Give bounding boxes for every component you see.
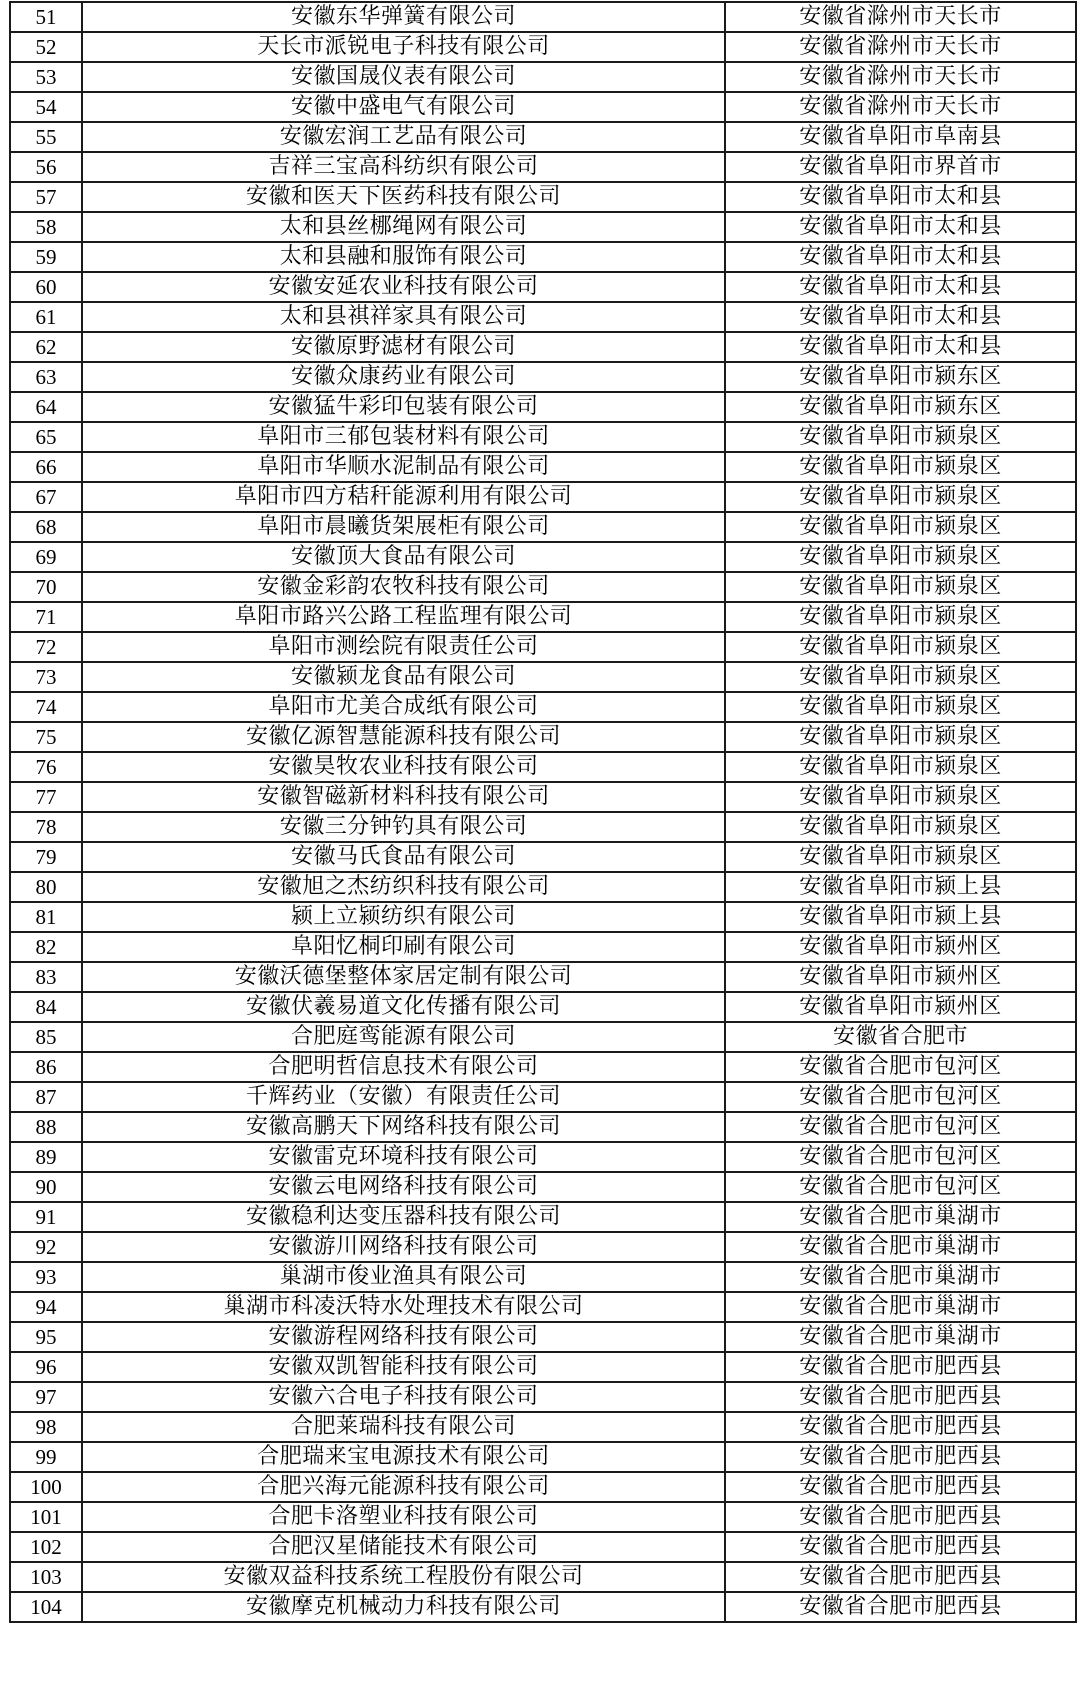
row-number-cell: 102 (10, 1532, 82, 1562)
table-row (10, 2, 1076, 32)
table-row (10, 182, 1076, 212)
table-row (10, 992, 1076, 1022)
location-cell: 安徽省阜阳市太和县 (725, 242, 1076, 272)
location-cell: 安徽省合肥市巢湖市 (725, 1262, 1076, 1292)
company-name-cell: 安徽三分钟钓具有限公司 (82, 812, 725, 842)
row-number-cell: 56 (10, 152, 82, 182)
row-number-cell: 94 (10, 1292, 82, 1322)
company-name-cell: 合肥瑞来宝电源技术有限公司 (82, 1442, 725, 1472)
row-number-cell: 76 (10, 752, 82, 782)
location-cell: 安徽省阜阳市太和县 (725, 212, 1076, 242)
row-number-cell: 75 (10, 722, 82, 752)
row-number-cell: 58 (10, 212, 82, 242)
table-row (10, 1022, 1076, 1052)
row-number-cell: 99 (10, 1442, 82, 1472)
location-cell: 安徽省阜阳市颍上县 (725, 872, 1076, 902)
location-cell: 安徽省阜阳市颍泉区 (725, 782, 1076, 812)
table-row (10, 722, 1076, 752)
company-name-cell: 太和县融和服饰有限公司 (82, 242, 725, 272)
company-name-cell: 安徽稳利达变压器科技有限公司 (82, 1202, 725, 1232)
location-cell: 安徽省阜阳市颍泉区 (725, 842, 1076, 872)
row-number-cell: 52 (10, 32, 82, 62)
table-row (10, 782, 1076, 812)
row-number-cell: 81 (10, 902, 82, 932)
table-row (10, 1352, 1076, 1382)
company-name-cell: 安徽雷克环境科技有限公司 (82, 1142, 725, 1172)
company-name-cell: 安徽六合电子科技有限公司 (82, 1382, 725, 1412)
company-name-cell: 安徽猛牛彩印包装有限公司 (82, 392, 725, 422)
row-number-cell: 92 (10, 1232, 82, 1262)
location-cell: 安徽省合肥市肥西县 (725, 1412, 1076, 1442)
location-cell: 安徽省阜阳市颍泉区 (725, 452, 1076, 482)
row-number-cell: 54 (10, 92, 82, 122)
location-cell: 安徽省阜阳市颍上县 (725, 902, 1076, 932)
company-name-cell: 安徽旭之杰纺织科技有限公司 (82, 872, 725, 902)
location-cell: 安徽省阜阳市颍泉区 (725, 542, 1076, 572)
row-number-cell: 101 (10, 1502, 82, 1532)
company-list-body (10, 2, 1076, 1622)
company-name-cell: 安徽摩克机械动力科技有限公司 (82, 1592, 725, 1622)
row-number-cell: 74 (10, 692, 82, 722)
table-row (10, 212, 1076, 242)
row-number-cell: 103 (10, 1562, 82, 1592)
location-cell: 安徽省合肥市肥西县 (725, 1562, 1076, 1592)
row-number-cell: 82 (10, 932, 82, 962)
location-cell: 安徽省阜阳市太和县 (725, 272, 1076, 302)
row-number-cell: 85 (10, 1022, 82, 1052)
row-number-cell: 71 (10, 602, 82, 632)
company-name-cell: 安徽原野滤材有限公司 (82, 332, 725, 362)
table-row (10, 482, 1076, 512)
company-name-cell: 合肥莱瑞科技有限公司 (82, 1412, 725, 1442)
row-number-cell: 59 (10, 242, 82, 272)
location-cell: 安徽省合肥市 (725, 1022, 1076, 1052)
company-name-cell: 安徽众康药业有限公司 (82, 362, 725, 392)
row-number-cell: 63 (10, 362, 82, 392)
table-row (10, 92, 1076, 122)
company-name-cell: 安徽东华弹簧有限公司 (82, 2, 725, 32)
table-row (10, 1292, 1076, 1322)
company-name-cell: 安徽昊牧农业科技有限公司 (82, 752, 725, 782)
row-number-cell: 57 (10, 182, 82, 212)
table-row (10, 452, 1076, 482)
location-cell: 安徽省合肥市巢湖市 (725, 1202, 1076, 1232)
row-number-cell: 87 (10, 1082, 82, 1112)
location-cell: 安徽省合肥市包河区 (725, 1052, 1076, 1082)
table-row (10, 1052, 1076, 1082)
table-row (10, 1472, 1076, 1502)
location-cell: 安徽省阜阳市颍泉区 (725, 482, 1076, 512)
company-name-cell: 安徽双凯智能科技有限公司 (82, 1352, 725, 1382)
table-row (10, 842, 1076, 872)
location-cell: 安徽省合肥市肥西县 (725, 1442, 1076, 1472)
row-number-cell: 84 (10, 992, 82, 1022)
company-name-cell: 安徽顶大食品有限公司 (82, 542, 725, 572)
row-number-cell: 91 (10, 1202, 82, 1232)
table-row (10, 1562, 1076, 1592)
table-row (10, 662, 1076, 692)
company-name-cell: 巢湖市俊业渔具有限公司 (82, 1262, 725, 1292)
company-list-table (9, 1, 1077, 1623)
location-cell: 安徽省合肥市肥西县 (725, 1592, 1076, 1622)
company-name-cell: 安徽马氏食品有限公司 (82, 842, 725, 872)
table-row (10, 1262, 1076, 1292)
row-number-cell: 88 (10, 1112, 82, 1142)
location-cell: 安徽省阜阳市太和县 (725, 302, 1076, 332)
location-cell: 安徽省合肥市肥西县 (725, 1502, 1076, 1532)
location-cell: 安徽省阜阳市阜南县 (725, 122, 1076, 152)
row-number-cell: 104 (10, 1592, 82, 1622)
company-name-cell: 安徽沃德堡整体家居定制有限公司 (82, 962, 725, 992)
row-number-cell: 97 (10, 1382, 82, 1412)
location-cell: 安徽省阜阳市颍东区 (725, 392, 1076, 422)
table-row (10, 962, 1076, 992)
row-number-cell: 70 (10, 572, 82, 602)
row-number-cell: 78 (10, 812, 82, 842)
table-row (10, 1532, 1076, 1562)
location-cell: 安徽省合肥市肥西县 (725, 1472, 1076, 1502)
table-row (10, 542, 1076, 572)
table-row (10, 752, 1076, 782)
company-name-cell: 阜阳市测绘院有限责任公司 (82, 632, 725, 662)
company-name-cell: 阜阳市华顺水泥制品有限公司 (82, 452, 725, 482)
company-name-cell: 合肥兴海元能源科技有限公司 (82, 1472, 725, 1502)
company-name-cell: 安徽宏润工艺品有限公司 (82, 122, 725, 152)
row-number-cell: 55 (10, 122, 82, 152)
location-cell: 安徽省阜阳市太和县 (725, 182, 1076, 212)
location-cell: 安徽省合肥市包河区 (725, 1112, 1076, 1142)
location-cell: 安徽省阜阳市颍泉区 (725, 812, 1076, 842)
location-cell: 安徽省滁州市天长市 (725, 92, 1076, 122)
row-number-cell: 60 (10, 272, 82, 302)
company-name-cell: 阜阳市四方秸秆能源利用有限公司 (82, 482, 725, 512)
row-number-cell: 53 (10, 62, 82, 92)
table-row (10, 512, 1076, 542)
company-name-cell: 阜阳市三郁包装材料有限公司 (82, 422, 725, 452)
location-cell: 安徽省阜阳市颍泉区 (725, 692, 1076, 722)
company-name-cell: 吉祥三宝高科纺织有限公司 (82, 152, 725, 182)
row-number-cell: 73 (10, 662, 82, 692)
table-row (10, 572, 1076, 602)
table-row (10, 1172, 1076, 1202)
row-number-cell: 67 (10, 482, 82, 512)
location-cell: 安徽省阜阳市颍泉区 (725, 632, 1076, 662)
table-row (10, 1232, 1076, 1262)
location-cell: 安徽省阜阳市颍州区 (725, 932, 1076, 962)
table-row (10, 152, 1076, 182)
company-name-cell: 阜阳忆桐印刷有限公司 (82, 932, 725, 962)
location-cell: 安徽省合肥市肥西县 (725, 1352, 1076, 1382)
location-cell: 安徽省滁州市天长市 (725, 62, 1076, 92)
location-cell: 安徽省合肥市巢湖市 (725, 1292, 1076, 1322)
company-name-cell: 阜阳市尤美合成纸有限公司 (82, 692, 725, 722)
table-row (10, 302, 1076, 332)
location-cell: 安徽省阜阳市颍泉区 (725, 722, 1076, 752)
company-name-cell: 阜阳市路兴公路工程监理有限公司 (82, 602, 725, 632)
location-cell: 安徽省合肥市包河区 (725, 1172, 1076, 1202)
company-name-cell: 安徽中盛电气有限公司 (82, 92, 725, 122)
table-row (10, 272, 1076, 302)
location-cell: 安徽省阜阳市界首市 (725, 152, 1076, 182)
company-name-cell: 安徽游程网络科技有限公司 (82, 1322, 725, 1352)
location-cell: 安徽省合肥市巢湖市 (725, 1232, 1076, 1262)
row-number-cell: 89 (10, 1142, 82, 1172)
table-row (10, 1592, 1076, 1622)
row-number-cell: 64 (10, 392, 82, 422)
location-cell: 安徽省合肥市包河区 (725, 1082, 1076, 1112)
location-cell: 安徽省阜阳市太和县 (725, 332, 1076, 362)
location-cell: 安徽省阜阳市颍州区 (725, 992, 1076, 1022)
company-name-cell: 千辉药业（安徽）有限责任公司 (82, 1082, 725, 1112)
company-name-cell: 合肥明哲信息技术有限公司 (82, 1052, 725, 1082)
location-cell: 安徽省滁州市天长市 (725, 32, 1076, 62)
table-row (10, 602, 1076, 632)
row-number-cell: 77 (10, 782, 82, 812)
location-cell: 安徽省阜阳市颍泉区 (725, 752, 1076, 782)
location-cell: 安徽省阜阳市颍泉区 (725, 662, 1076, 692)
location-cell: 安徽省合肥市肥西县 (725, 1382, 1076, 1412)
table-row (10, 872, 1076, 902)
table-row (10, 812, 1076, 842)
company-name-cell: 太和县祺祥家具有限公司 (82, 302, 725, 332)
table-row (10, 122, 1076, 152)
company-name-cell: 安徽亿源智慧能源科技有限公司 (82, 722, 725, 752)
table-row (10, 62, 1076, 92)
location-cell: 安徽省合肥市巢湖市 (725, 1322, 1076, 1352)
row-number-cell: 69 (10, 542, 82, 572)
location-cell: 安徽省阜阳市颍州区 (725, 962, 1076, 992)
company-name-cell: 安徽游川网络科技有限公司 (82, 1232, 725, 1262)
row-number-cell: 51 (10, 2, 82, 32)
company-name-cell: 太和县丝梛绳网有限公司 (82, 212, 725, 242)
row-number-cell: 68 (10, 512, 82, 542)
row-number-cell: 98 (10, 1412, 82, 1442)
table-row (10, 632, 1076, 662)
table-row (10, 1322, 1076, 1352)
table-row (10, 362, 1076, 392)
company-name-cell: 天长市派锐电子科技有限公司 (82, 32, 725, 62)
location-cell: 安徽省滁州市天长市 (725, 2, 1076, 32)
table-row (10, 1142, 1076, 1172)
table-row (10, 392, 1076, 422)
company-name-cell: 安徽高鹏天下网络科技有限公司 (82, 1112, 725, 1142)
table-row (10, 902, 1076, 932)
row-number-cell: 90 (10, 1172, 82, 1202)
company-name-cell: 巢湖市科凌沃特水处理技术有限公司 (82, 1292, 725, 1322)
row-number-cell: 96 (10, 1352, 82, 1382)
company-name-cell: 安徽和医天下医药科技有限公司 (82, 182, 725, 212)
company-name-cell: 安徽金彩韵农牧科技有限公司 (82, 572, 725, 602)
row-number-cell: 79 (10, 842, 82, 872)
location-cell: 安徽省合肥市包河区 (725, 1142, 1076, 1172)
location-cell: 安徽省阜阳市颍东区 (725, 362, 1076, 392)
table-row (10, 932, 1076, 962)
row-number-cell: 65 (10, 422, 82, 452)
table-row (10, 692, 1076, 722)
company-name-cell: 阜阳市晨曦货架展柜有限公司 (82, 512, 725, 542)
row-number-cell: 93 (10, 1262, 82, 1292)
row-number-cell: 80 (10, 872, 82, 902)
row-number-cell: 72 (10, 632, 82, 662)
location-cell: 安徽省合肥市肥西县 (725, 1532, 1076, 1562)
table-row (10, 242, 1076, 272)
company-name-cell: 安徽智磁新材料科技有限公司 (82, 782, 725, 812)
row-number-cell: 86 (10, 1052, 82, 1082)
row-number-cell: 62 (10, 332, 82, 362)
row-number-cell: 95 (10, 1322, 82, 1352)
company-name-cell: 安徽国晟仪表有限公司 (82, 62, 725, 92)
row-number-cell: 100 (10, 1472, 82, 1502)
location-cell: 安徽省阜阳市颍泉区 (725, 512, 1076, 542)
company-name-cell: 安徽云电网络科技有限公司 (82, 1172, 725, 1202)
row-number-cell: 61 (10, 302, 82, 332)
location-cell: 安徽省阜阳市颍泉区 (725, 572, 1076, 602)
table-row (10, 1382, 1076, 1412)
table-row (10, 332, 1076, 362)
location-cell: 安徽省阜阳市颍泉区 (725, 422, 1076, 452)
table-row (10, 32, 1076, 62)
company-name-cell: 合肥汉星储能技术有限公司 (82, 1532, 725, 1562)
table-row (10, 1412, 1076, 1442)
row-number-cell: 66 (10, 452, 82, 482)
table-row (10, 1502, 1076, 1532)
company-name-cell: 安徽安延农业科技有限公司 (82, 272, 725, 302)
table-row (10, 422, 1076, 452)
table-row (10, 1082, 1076, 1112)
company-name-cell: 安徽双益科技系统工程股份有限公司 (82, 1562, 725, 1592)
table-row (10, 1442, 1076, 1472)
company-name-cell: 安徽颍龙食品有限公司 (82, 662, 725, 692)
company-name-cell: 安徽伏羲易道文化传播有限公司 (82, 992, 725, 1022)
company-name-cell: 合肥庭鸾能源有限公司 (82, 1022, 725, 1052)
row-number-cell: 83 (10, 962, 82, 992)
location-cell: 安徽省阜阳市颍泉区 (725, 602, 1076, 632)
company-name-cell: 合肥卡洛塑业科技有限公司 (82, 1502, 725, 1532)
table-row (10, 1202, 1076, 1232)
company-name-cell: 颍上立颍纺织有限公司 (82, 902, 725, 932)
table-row (10, 1112, 1076, 1142)
